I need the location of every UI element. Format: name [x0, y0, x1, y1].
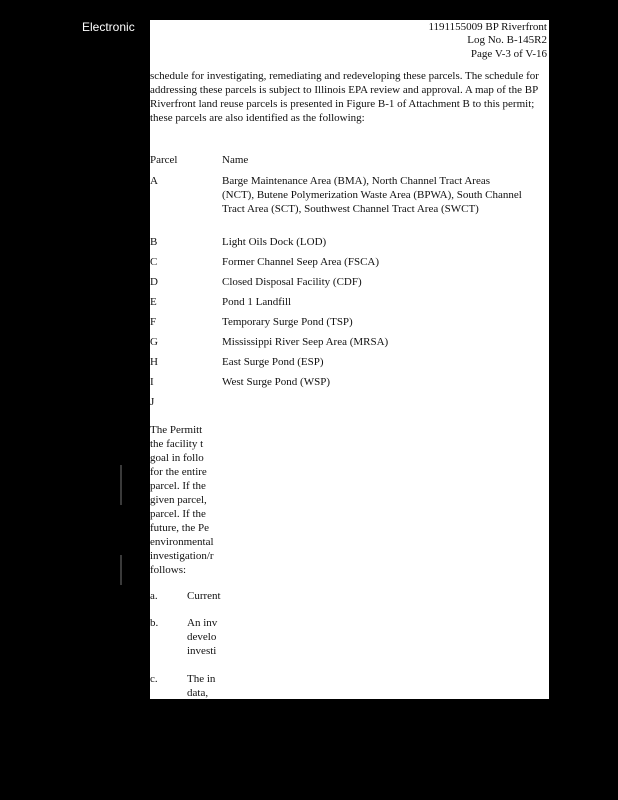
paragraph-line: parcel. If the: [150, 480, 206, 492]
list-item-line: investi: [187, 645, 217, 657]
scan-artifact-line: [120, 465, 122, 505]
list-item-text: [187, 672, 221, 699]
list-item: [150, 616, 224, 658]
parcel-name: Light Oils Dock (LOD): [222, 236, 327, 248]
paragraph-line: goal in follo: [150, 452, 204, 464]
list-item-text: [187, 589, 221, 603]
parcel-letter: J: [150, 396, 155, 408]
list-item-line: data,: [187, 687, 209, 699]
parcel-letter: F: [150, 316, 157, 328]
header-line-1: 1191155009 BP Riverfront: [428, 21, 547, 33]
parcel-name: West Surge Pond (WSP): [222, 376, 330, 388]
list-marker: c.: [150, 673, 158, 685]
intro-paragraph: schedule for investigating, remediating and redeveloping these parcels. The schedule for addressing these parcels is subject to Illinois EPA review and approval. A map of the BP Riverfront land reuse parcels is presented in Figure B-1 of Attachment B to this permit; these parcels are also identified as the following:: [150, 70, 539, 124]
electronic-label: Electronic: [82, 20, 135, 34]
parcel-letter: E: [150, 296, 157, 308]
parcel-name: Closed Disposal Facility (CDF): [222, 276, 362, 288]
paragraph-line: environmental: [150, 536, 214, 548]
paragraph-line: the facility t: [150, 438, 204, 450]
list-item-text: [187, 616, 221, 658]
paragraph-line: for the entire: [150, 466, 207, 478]
document-page: [150, 20, 549, 699]
header-line-2: Log No. B-145R2: [467, 34, 547, 46]
parcel-letter: H: [150, 356, 158, 368]
paragraph-line: future, the Pe: [150, 522, 209, 534]
parcel-name: Mississippi River Seep Area (MRSA): [222, 336, 389, 348]
column-header-parcel: Parcel: [150, 154, 178, 166]
list-item: [150, 672, 224, 699]
parcel-letter: B: [150, 236, 158, 248]
list-marker: a.: [150, 590, 158, 602]
list-item: [150, 589, 224, 603]
parcel-letter: A: [150, 175, 158, 187]
header-line-3: Page V-3 of V-16: [470, 48, 547, 60]
paragraph-line: parcel. If the: [150, 508, 206, 520]
scan-artifact-line: [120, 555, 122, 585]
paragraph-line: The Permitt: [150, 424, 203, 436]
paragraph-line: investigation/r: [150, 550, 214, 562]
list-item-line: Current: [187, 590, 221, 602]
parcel-name: East Surge Pond (ESP): [222, 356, 324, 368]
list-item-line: The in: [187, 673, 216, 685]
parcel-letter: G: [150, 336, 158, 348]
paragraph-line: follows:: [150, 564, 187, 576]
parcel-letter: C: [150, 256, 158, 268]
paragraph-line: given parcel,: [150, 494, 207, 506]
column-header-name: Name: [222, 154, 249, 166]
list-item-line: An inv: [187, 617, 218, 629]
parcel-name: Pond 1 Landfill: [222, 296, 292, 308]
parcel-letter: D: [150, 276, 158, 288]
parcel-name: Former Channel Seep Area (FSCA): [222, 256, 380, 268]
list-marker: b.: [150, 617, 159, 629]
parcel-name: Temporary Surge Pond (TSP): [222, 316, 353, 328]
list-item-line: develo: [187, 631, 217, 643]
parcel-name: Barge Maintenance Area (BMA), North Channel Tract Areas (NCT), Butene Polymerization Waste Area (BPWA), South Channel Tract Area (SCT), Southwest Channel Tract Area (SWCT): [222, 175, 522, 215]
parcel-letter: I: [150, 376, 154, 388]
truncated-paragraph: [150, 423, 222, 577]
